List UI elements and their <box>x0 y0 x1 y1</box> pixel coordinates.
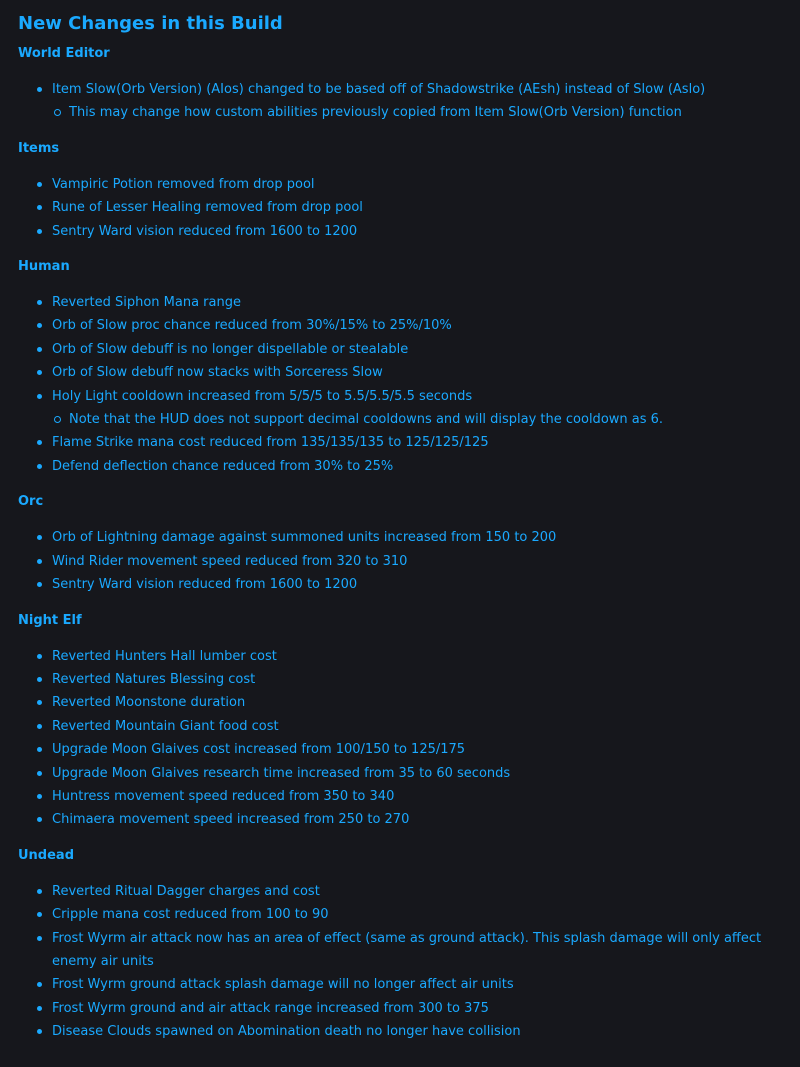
section-items <box>18 140 790 243</box>
change-list <box>18 526 790 596</box>
change-item-text: Orb of Lightning damage against summoned units increased from 150 to 200 <box>52 530 557 546</box>
change-item-text: Rune of Lesser Healing removed from drop pool <box>52 200 363 216</box>
change-item <box>18 762 790 785</box>
section-human <box>18 258 790 478</box>
sections-container <box>18 45 790 1044</box>
change-item-text: Reverted Siphon Mana range <box>52 295 241 311</box>
change-item-text: Orb of Slow proc chance reduced from 30%/15% to 25%/10% <box>52 318 452 334</box>
change-item <box>18 573 790 596</box>
change-item <box>18 291 790 314</box>
change-item <box>18 645 790 668</box>
change-item <box>18 785 790 808</box>
change-item-text: Sentry Ward vision reduced from 1600 to 1200 <box>52 223 358 239</box>
change-item-text: Wind Rider movement speed reduced from 320 to 310 <box>52 553 408 569</box>
change-item-text: Cripple mana cost reduced from 100 to 90 <box>52 907 329 923</box>
change-item <box>18 808 790 831</box>
sub-note: This may change how custom abilities previously copied from Item Slow(Orb Version) function <box>52 101 790 124</box>
change-item <box>18 1020 790 1043</box>
sub-note: Note that the HUD does not support decimal cooldowns and will display the cooldown as 6. <box>52 408 790 431</box>
change-list <box>18 78 790 125</box>
change-item <box>18 385 790 432</box>
change-item <box>18 550 790 573</box>
change-item-text: Chimaera movement speed increased from 250 to 270 <box>52 812 410 828</box>
page-title: New Changes in this Build <box>18 13 283 34</box>
change-item-text: Sentry Ward vision reduced from 1600 to 1200 <box>52 577 358 593</box>
change-item-text: Flame Strike mana cost reduced from 135/135/135 to 125/125/125 <box>52 435 489 451</box>
change-item-text: Disease Clouds spawned on Abomination death no longer have collision <box>52 1024 521 1040</box>
section-orc <box>18 493 790 596</box>
section-heading: Night Elf <box>18 612 82 628</box>
change-item <box>18 738 790 761</box>
change-list <box>18 173 790 243</box>
change-item-text: Vampiric Potion removed from drop pool <box>52 176 315 192</box>
change-item-text: Reverted Ritual Dagger charges and cost <box>52 883 320 899</box>
change-item-text: Huntress movement speed reduced from 350 to 340 <box>52 788 395 804</box>
change-item <box>18 220 790 243</box>
change-item-text: Frost Wyrm ground attack splash damage will no longer affect air units <box>52 977 514 993</box>
section-heading: Items <box>18 140 60 156</box>
change-item-text: Upgrade Moon Glaives research time increased from 35 to 60 seconds <box>52 765 511 781</box>
change-item <box>18 196 790 219</box>
change-list <box>18 880 790 1044</box>
change-item-text: Defend deflection chance reduced from 30% to 25% <box>52 458 394 474</box>
change-list <box>18 291 790 478</box>
change-item <box>18 715 790 738</box>
section-heading: Human <box>18 259 70 275</box>
change-item <box>18 903 790 926</box>
sub-note-list <box>52 408 790 431</box>
change-item <box>18 526 790 549</box>
change-item <box>18 997 790 1020</box>
section-undead <box>18 847 790 1044</box>
change-item <box>18 338 790 361</box>
change-item-text: Reverted Natures Blessing cost <box>52 671 256 687</box>
change-item-text: Reverted Mountain Giant food cost <box>52 718 279 734</box>
change-item-text: Frost Wyrm air attack now has an area of effect (same as ground attack). This splash damage will only affect enemy air units <box>52 930 762 969</box>
change-item-text: Orb of Slow debuff now stacks with Sorceress Slow <box>52 365 383 381</box>
change-list <box>18 645 790 832</box>
change-item <box>18 173 790 196</box>
change-item <box>18 668 790 691</box>
section-heading: Undead <box>18 847 75 863</box>
change-item <box>18 361 790 384</box>
change-item <box>18 431 790 454</box>
change-item <box>18 78 790 125</box>
change-item-text: Reverted Moonstone duration <box>52 695 246 711</box>
change-item <box>18 691 790 714</box>
change-item <box>18 455 790 478</box>
change-item-text: Upgrade Moon Glaives cost increased from 100/150 to 125/175 <box>52 742 466 758</box>
change-item <box>18 314 790 337</box>
section-heading: Orc <box>18 494 44 510</box>
change-item-text: Frost Wyrm ground and air attack range increased from 300 to 375 <box>52 1000 489 1016</box>
section-heading: World Editor <box>18 46 110 61</box>
change-item-text: Orb of Slow debuff is no longer dispellable or stealable <box>52 341 409 357</box>
change-item <box>18 927 790 974</box>
section-night-elf <box>18 612 790 832</box>
change-item-text: Reverted Hunters Hall lumber cost <box>52 648 277 664</box>
sub-note-list <box>52 101 790 124</box>
change-item-text: Holy Light cooldown increased from 5/5/5 to 5.5/5.5/5.5 seconds <box>52 388 473 404</box>
change-item <box>18 880 790 903</box>
change-item-text: Item Slow(Orb Version) (AIos) changed to be based off of Shadowstrike (AEsh) instead of Slow (Aslo) <box>52 82 706 97</box>
section-world-editor <box>18 45 790 125</box>
change-item <box>18 973 790 996</box>
